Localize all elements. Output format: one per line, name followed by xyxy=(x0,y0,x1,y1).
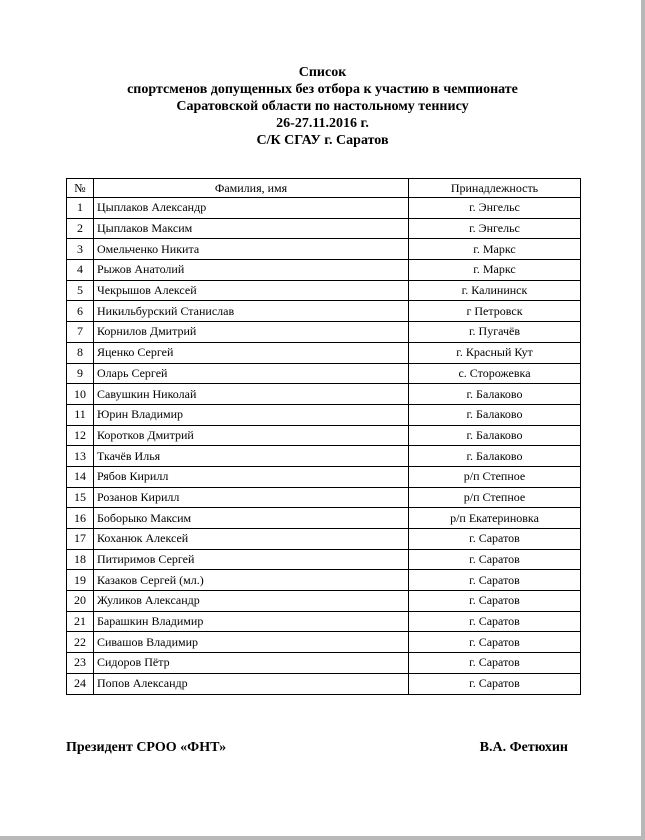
participants-table xyxy=(66,178,581,695)
table-header-row xyxy=(67,179,581,198)
signatory-title: Президент СРОО «ФНТ» xyxy=(66,740,227,755)
row-affiliation: г. Саратов xyxy=(409,591,581,612)
row-name: Рябов Кирилл xyxy=(94,466,409,487)
table-row xyxy=(67,446,581,467)
column-header-num: № xyxy=(67,179,94,198)
row-number: 15 xyxy=(67,487,94,508)
table-row xyxy=(67,529,581,550)
column-header-name: Фамилия, имя xyxy=(94,179,409,198)
row-name: Корнилов Дмитрий xyxy=(94,322,409,343)
row-affiliation: г. Маркс xyxy=(409,239,581,260)
row-number: 8 xyxy=(67,342,94,363)
header-title: Список xyxy=(298,65,347,80)
row-affiliation: г. Саратов xyxy=(409,549,581,570)
row-affiliation: г. Саратов xyxy=(409,653,581,674)
row-name: Яценко Сергей xyxy=(94,342,409,363)
table-row xyxy=(67,425,581,446)
table-row xyxy=(67,466,581,487)
row-affiliation: с. Сторожевка xyxy=(409,363,581,384)
row-affiliation: р/п Степное xyxy=(409,487,581,508)
row-name: Цыплаков Александр xyxy=(94,198,409,219)
row-number: 2 xyxy=(67,218,94,239)
table-row xyxy=(67,404,581,425)
row-number: 20 xyxy=(67,591,94,612)
row-name: Оларь Сергей xyxy=(94,363,409,384)
row-name: Сивашов Владимир xyxy=(94,632,409,653)
row-number: 18 xyxy=(67,549,94,570)
row-number: 19 xyxy=(67,570,94,591)
table-row xyxy=(67,363,581,384)
header-line-2: спортсменов допущенных без отбора к участию в чемпионате xyxy=(127,82,518,97)
row-number: 7 xyxy=(67,322,94,343)
row-number: 4 xyxy=(67,260,94,281)
table-row xyxy=(67,342,581,363)
row-affiliation: р/п Степное xyxy=(409,466,581,487)
row-number: 11 xyxy=(67,404,94,425)
row-number: 14 xyxy=(67,466,94,487)
row-name: Коротков Дмитрий xyxy=(94,425,409,446)
table-row xyxy=(67,611,581,632)
row-name: Попов Александр xyxy=(94,673,409,694)
row-affiliation: г. Красный Кут xyxy=(409,342,581,363)
row-affiliation: г. Энгельс xyxy=(409,198,581,219)
row-name: Цыплаков Максим xyxy=(94,218,409,239)
row-name: Рыжов Анатолий xyxy=(94,260,409,281)
table-row xyxy=(67,570,581,591)
row-number: 22 xyxy=(67,632,94,653)
table-row xyxy=(67,673,581,694)
row-number: 1 xyxy=(67,198,94,219)
row-number: 23 xyxy=(67,653,94,674)
row-number: 10 xyxy=(67,384,94,405)
table-row xyxy=(67,653,581,674)
table-row xyxy=(67,549,581,570)
row-name: Жуликов Александр xyxy=(94,591,409,612)
row-number: 6 xyxy=(67,301,94,322)
row-affiliation: г. Саратов xyxy=(409,673,581,694)
row-affiliation: г. Балаково xyxy=(409,425,581,446)
row-affiliation: г. Маркс xyxy=(409,260,581,281)
row-affiliation: г. Балаково xyxy=(409,446,581,467)
row-name: Ткачёв Илья xyxy=(94,446,409,467)
row-name: Савушкин Николай xyxy=(94,384,409,405)
row-affiliation: г. Саратов xyxy=(409,529,581,550)
row-affiliation: г. Пугачёв xyxy=(409,322,581,343)
table-row xyxy=(67,632,581,653)
row-number: 9 xyxy=(67,363,94,384)
row-name: Коханюк Алексей xyxy=(94,529,409,550)
row-name: Барашкин Владимир xyxy=(94,611,409,632)
row-name: Никильбурский Станислав xyxy=(94,301,409,322)
row-number: 17 xyxy=(67,529,94,550)
row-affiliation: г. Саратов xyxy=(409,570,581,591)
row-name: Питиримов Сергей xyxy=(94,549,409,570)
row-affiliation: г. Саратов xyxy=(409,611,581,632)
row-number: 3 xyxy=(67,239,94,260)
row-number: 5 xyxy=(67,280,94,301)
signatory-name: В.А. Фетюхин xyxy=(479,740,568,755)
table-row xyxy=(67,487,581,508)
row-number: 13 xyxy=(67,446,94,467)
header-date: 26-27.11.2016 г. xyxy=(276,116,369,131)
row-name: Казаков Сергей (мл.) xyxy=(94,570,409,591)
header-line-3: Саратовской области по настольному теннису xyxy=(176,99,469,114)
row-affiliation: г. Калининск xyxy=(409,280,581,301)
row-name: Чекрышов Алексей xyxy=(94,280,409,301)
row-affiliation: г. Саратов xyxy=(409,632,581,653)
table-row xyxy=(67,239,581,260)
table-row xyxy=(67,260,581,281)
row-name: Сидоров Пётр xyxy=(94,653,409,674)
table-row xyxy=(67,322,581,343)
row-number: 12 xyxy=(67,425,94,446)
row-affiliation: р/п Екатериновка xyxy=(409,508,581,529)
table-body xyxy=(67,198,581,695)
row-number: 24 xyxy=(67,673,94,694)
table-row xyxy=(67,198,581,219)
row-name: Омельченко Никита xyxy=(94,239,409,260)
row-affiliation: г Петровск xyxy=(409,301,581,322)
row-affiliation: г. Балаково xyxy=(409,384,581,405)
table-row xyxy=(67,218,581,239)
column-header-affiliation: Принадлежность xyxy=(409,179,581,198)
row-affiliation: г. Балаково xyxy=(409,404,581,425)
row-name: Юрин Владимир xyxy=(94,404,409,425)
row-name: Розанов Кирилл xyxy=(94,487,409,508)
row-number: 21 xyxy=(67,611,94,632)
table-row xyxy=(67,508,581,529)
row-name: Боборыко Максим xyxy=(94,508,409,529)
document-header xyxy=(0,64,645,149)
row-number: 16 xyxy=(67,508,94,529)
table-row xyxy=(67,301,581,322)
table-row xyxy=(67,384,581,405)
table-row xyxy=(67,591,581,612)
row-affiliation: г. Энгельс xyxy=(409,218,581,239)
header-venue: С/К СГАУ г. Саратов xyxy=(256,133,389,148)
table-row xyxy=(67,280,581,301)
